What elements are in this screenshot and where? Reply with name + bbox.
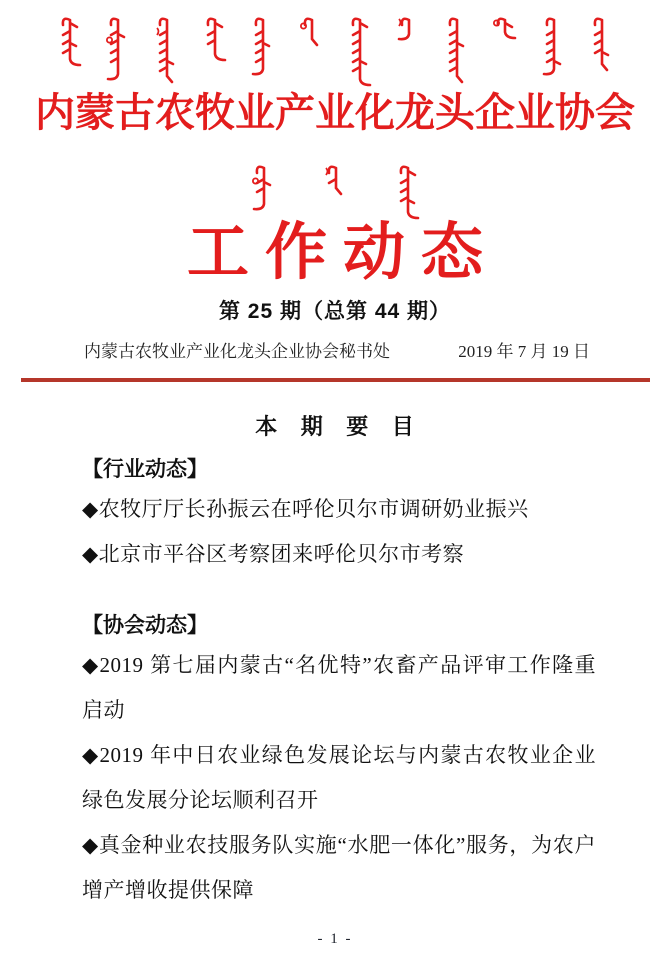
mongolian-script-middle [0,160,670,222]
publish-date: 2019 年 7 月 19 日 [458,341,590,361]
toc-item: ◆农牧厅厅长孙振云在呼伦贝尔市调研奶业振兴 [82,496,529,521]
mongolian-word-glyph [346,12,372,87]
mongolian-word-glyph [201,12,227,62]
mongolian-word-glyph [298,12,324,47]
toc-item: ◆北京市平谷区考察团来呼伦贝尔市考察 [82,541,465,566]
toc-item: ◆2019 年中日农业绿色发展论坛与内蒙古农牧业企业绿色发展分论坛顺利召开 [82,742,596,812]
page-number: - 1 - [317,931,353,947]
section-title-association: 【协会动态】 [82,613,208,637]
mongolian-word-glyph [443,12,469,84]
publisher-name: 内蒙古农牧业产业化龙头企业协会秘书处 [84,341,390,361]
divider-rule [21,378,650,382]
toc-content [82,412,596,913]
mongolian-word-glyph [395,12,421,42]
issue-number: 第 25 期（总第 44 期） [218,300,452,324]
section-association-news [82,609,596,913]
section-title-industry: 【行业动态】 [82,457,208,481]
mongolian-word-glyph [588,12,614,72]
publisher-line [84,340,590,364]
mongolian-word-glyph [104,12,130,82]
mongolian-script-top [56,12,614,88]
mongolian-word-glyph [540,12,566,77]
toc-item: ◆2019 第七届内蒙古“名优特”农畜产品评审工作隆重启动 [82,652,596,722]
mongolian-word-glyph [153,12,179,84]
toc-heading: 本 期 要 目 [255,413,423,439]
section-industry-news [82,453,596,577]
mongolian-word-glyph [249,12,275,77]
mongolian-word-glyph [394,160,420,220]
mongolian-word-glyph [250,160,276,212]
bulletin-page [0,12,670,964]
org-title: 内蒙古农牧业产业化龙头企业协会 [35,90,635,135]
mongolian-word-glyph [491,12,517,40]
mongolian-word-glyph [322,160,348,196]
bulletin-title: 工作动态 [186,219,499,287]
mongolian-word-glyph [56,12,82,67]
toc-item: ◆真金种业农技服务队实施“水肥一体化”服务，为农户增产增收提供保障 [82,832,596,902]
